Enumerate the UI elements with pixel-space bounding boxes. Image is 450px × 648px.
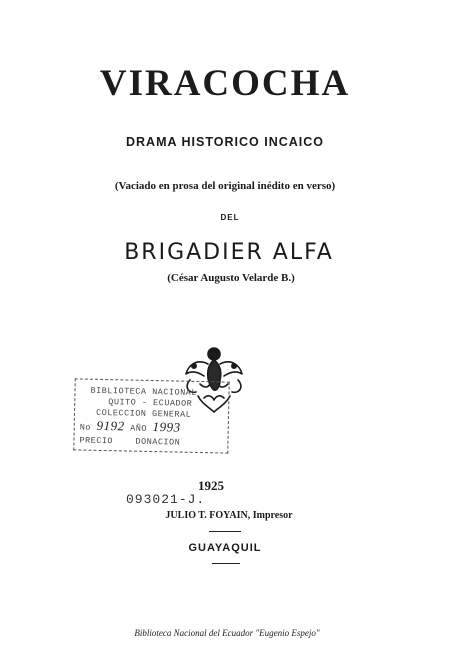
stamp-price-label: PRECIO [79,435,114,447]
divider-rule [209,531,241,532]
library-stamp [73,378,229,453]
by-label: DEL [220,213,240,222]
catalog-number: 093021-J. [126,492,206,507]
book-subtitle: DRAMA HISTORICO INCAICO [126,135,324,149]
publication-year: 1925 [198,478,224,493]
stamp-library-name: BIBLIOTECA NACIONAL [90,385,198,398]
printer-imprint: JULIO T. FOYAIN, Impresor [165,510,293,521]
stamp-year-label: AÑO [130,423,148,434]
publication-city: GUAYAQUIL [188,542,262,554]
stamp-year-value: 1993 [152,419,181,435]
author-real-name: (César Augusto Velarde B.) [167,272,295,284]
edition-note: (Vaciado en prosa del original inédito en verso) [114,180,336,192]
author-pseudonym: BRIGADIER ALFA [124,240,334,265]
book-title: VIRACOCHA [99,63,351,104]
stamp-number-label: No [79,422,92,433]
divider-rule [212,563,240,564]
stamp-location: QUITO - ECUADOR [108,397,193,409]
library-footer: Biblioteca Nacional del Ecuador "Eugenio Espejo" [134,628,320,638]
stamp-price-value: DONACION [135,436,181,448]
stamp-number-value: 9192 [96,417,125,434]
stamp-collection: COLECCION GENERAL [95,407,192,420]
